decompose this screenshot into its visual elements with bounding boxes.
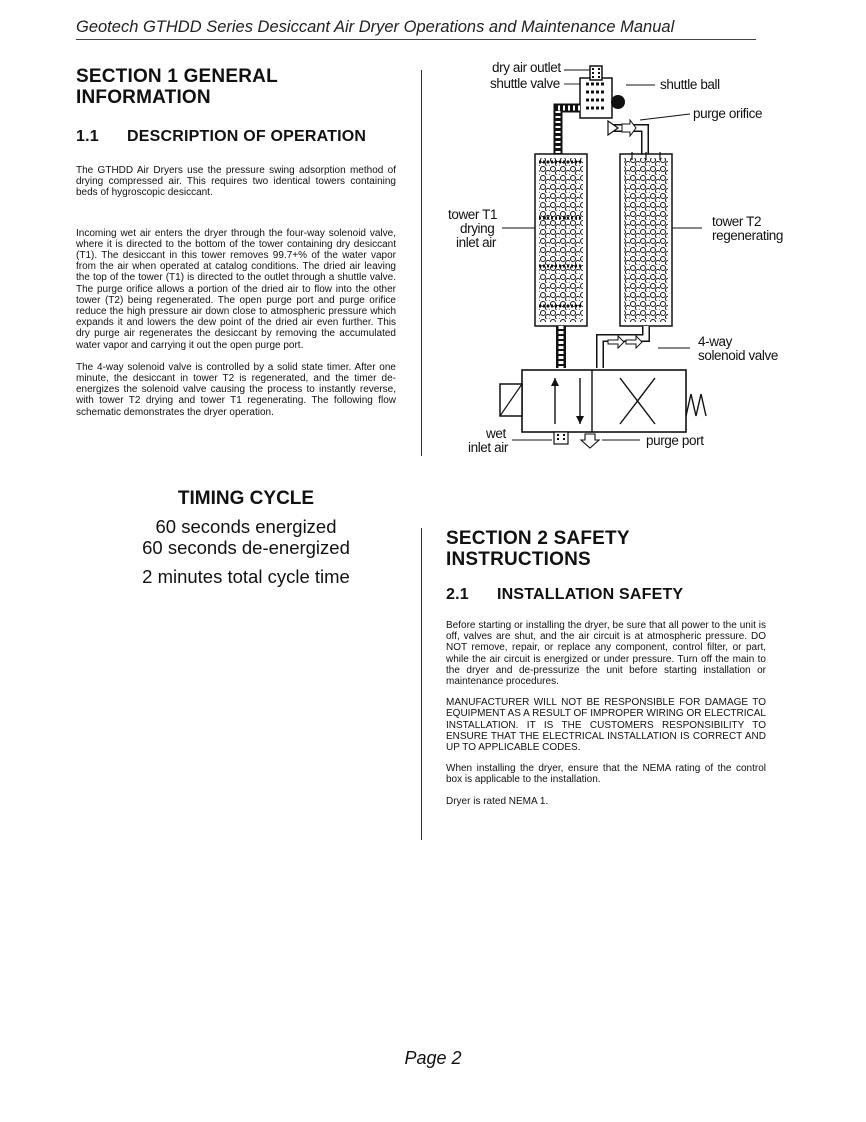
paragraph-operation: Incoming wet air enters the dryer through the four-way solenoid valve, where it is directed to the bottom of the tower containing dry desiccant (T1). The desiccant in this tower removes 99.7+% of the water vapor from the air when operated at catalog conditions. The dried air leaving the top of the tower (T1) is directed to the outlet through a shuttle valve. The purge orifice allows a portion of the dried air to flow into the other tower (T2) being regenerated. The open purge port and purge orifice reduce the high pressure air down close to atmospheric pressure which expands it and lowers the dew point of the dried air even further. This dry purge air regenerates the desiccant by removing the accumulated water vapor and carrying it out the open purge port.	[76, 227, 396, 351]
column-divider-top	[421, 70, 422, 456]
purge-port	[581, 434, 599, 448]
subsection-title: DESCRIPTION OF OPERATION	[127, 128, 367, 145]
shuttle-ball	[611, 95, 625, 109]
subsection-number: 2.1	[446, 586, 469, 603]
t1-outlet-pipe	[558, 108, 580, 156]
label-shuttle-valve: shuttle valve	[490, 76, 560, 91]
subsection-title: INSTALLATION SAFETY	[497, 586, 684, 603]
label-purge-port: purge port	[646, 433, 704, 448]
label-tower-t1: tower T1	[448, 207, 498, 222]
section-2	[446, 528, 766, 807]
tower-t1	[535, 154, 587, 326]
subsection-1-1-heading	[76, 128, 396, 146]
purge-orifice	[608, 121, 618, 135]
shuttle-valve	[580, 66, 612, 118]
column-divider-bottom	[421, 528, 422, 840]
label-shuttle-ball: shuttle ball	[660, 77, 720, 92]
section-2-title	[446, 528, 766, 570]
label-4-way: 4-way	[698, 334, 733, 349]
inlet-port	[554, 432, 568, 444]
label-regenerating: regenerating	[712, 228, 784, 243]
page-header: Geotech GTHDD Series Desiccant Air Dryer Operations and Maintenance Manual	[76, 18, 756, 40]
label-drying: drying	[460, 221, 495, 236]
label-wet-inlet-air: inlet air	[468, 440, 508, 455]
flow-schematic-diagram	[440, 58, 790, 468]
timing-de-energized: 60 seconds de-energized	[142, 537, 350, 558]
section-2-title-line-1: SECTION 2 SAFETY	[446, 528, 630, 549]
section-2-title-line-2: INSTRUCTIONS	[446, 549, 591, 570]
timing-energized: 60 seconds energized	[155, 516, 337, 537]
section-1-title	[76, 66, 396, 108]
label-inlet-air-t1: inlet air	[456, 235, 496, 250]
paragraph-before-starting: Before starting or installing the dryer, be sure that all power to the unit is off, valves are shut, and the air circuit is at atmospheric pressure. DO NOT remove, repair, or replace any component, control filter, or part, while the air circuit is energized or under pressure. Turn off the main to the dryer and de-pressurize the unit before starting installation or maintenance procedures.	[446, 620, 766, 688]
timing-total: 2 minutes total cycle time	[142, 566, 350, 587]
paragraph-intro: The GTHDD Air Dryers use the pressure swing adsorption method of drying compressed air. This requires two identical towers containing beds of hygroscopic desiccant.	[76, 165, 396, 199]
paragraph-timer: The 4-way solenoid valve is controlled by a solid state timer. After one minute, the desiccant in tower T2 is regenerated, and the timer de-energizes the solenoid valve causing the process to instantly reverse, with tower T2 drying and tower T1 regenerating. The following flow schematic demonstrates the dryer operation.	[76, 361, 396, 418]
label-dry-air-outlet: dry air outlet	[492, 60, 561, 75]
paragraph-manufacturer-disclaimer: MANUFACTURER WILL NOT BE RESPONSIBLE FOR DAMAGE TO EQUIPMENT AS A RESULT OF IMPROPER WIRING OR ELECTRICAL INSTALLATION. IT IS THE CUSTOMERS RESPONSIBILITY TO ENSURE THAT THE ELECTRICAL INSTALLATION IS CORRECT AND UP TO APPLICABLE CODES.	[446, 697, 766, 754]
four-way-solenoid-valve	[500, 370, 706, 432]
label-solenoid-valve: solenoid valve	[698, 348, 778, 363]
label-tower-t2: tower T2	[712, 214, 762, 229]
section-1	[76, 66, 396, 418]
section-1-title-line-1: SECTION 1 GENERAL	[76, 66, 278, 87]
label-wet: wet	[486, 426, 506, 441]
subsection-2-1-heading	[446, 586, 766, 604]
subsection-number: 1.1	[76, 128, 99, 145]
page-number: Page 2	[404, 1048, 462, 1068]
tower-t2	[620, 152, 672, 326]
label-purge-orifice: purge orifice	[693, 106, 763, 121]
paragraph-nema-1: Dryer is rated NEMA 1.	[446, 795, 549, 807]
paragraph-nema-rating: When installing the dryer, ensure that the NEMA rating of the control box is applicable to the installation.	[446, 763, 766, 786]
timing-title: TIMING CYCLE	[177, 488, 315, 509]
t2-exhaust-pipe	[600, 326, 646, 368]
timing-cycle-box	[76, 488, 416, 587]
section-1-title-line-2: INFORMATION	[76, 87, 211, 108]
